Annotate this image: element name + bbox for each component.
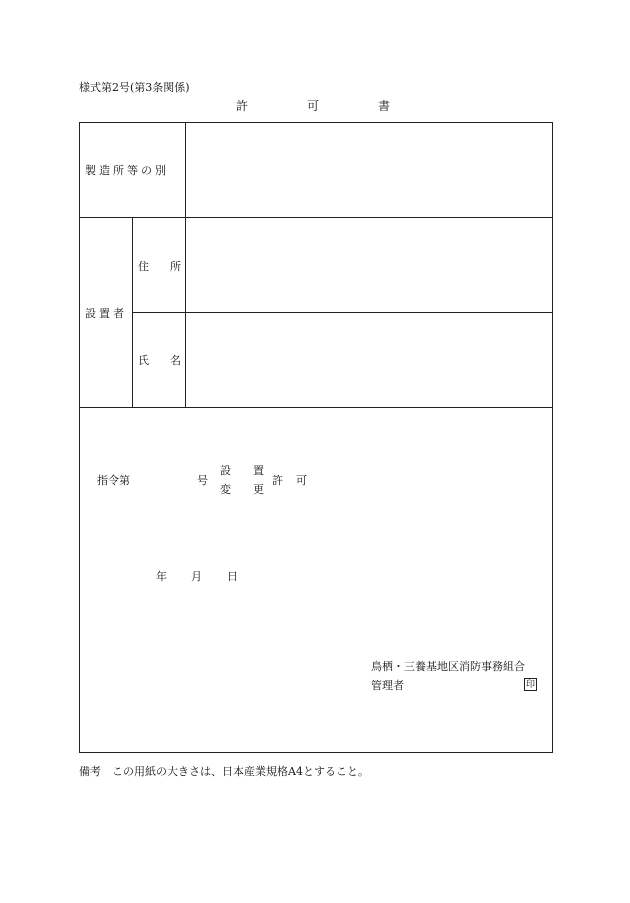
date-line <box>156 571 246 582</box>
title-char-1: 許 <box>236 99 249 113</box>
row-divider-3 <box>80 407 552 408</box>
document-title <box>0 100 630 114</box>
change-option: 変 更 <box>220 483 264 496</box>
issuer-role: 管理者 <box>371 679 404 692</box>
issuer-organization: 鳥栖・三養基地区消防事務組合 <box>371 660 525 673</box>
name-field[interactable] <box>188 316 548 404</box>
facility-type-field[interactable] <box>188 127 548 213</box>
form-number: 様式第2号(第3条関係) <box>79 81 190 94</box>
permit-word: 許 可 <box>272 474 307 487</box>
year-unit: 年 <box>156 570 167 583</box>
install-option: 設 置 <box>220 464 264 477</box>
directive-prefix: 指令第 <box>97 474 130 487</box>
address-label: 住 所 <box>138 260 181 273</box>
directive-number-field[interactable] <box>144 472 194 488</box>
title-char-2: 可 <box>307 99 320 113</box>
row-divider-1 <box>80 217 552 218</box>
facility-type-label: 製造所等の別 <box>85 164 169 177</box>
address-field[interactable] <box>188 221 548 309</box>
note-text: 備考 この用紙の大きさは、日本産業規格A4とすること。 <box>79 765 369 778</box>
installer-label: 設置者 <box>85 307 127 320</box>
column-divider-label <box>185 123 186 407</box>
name-label: 氏 名 <box>138 354 181 367</box>
seal-mark: 印 <box>525 680 535 690</box>
row-divider-2 <box>132 312 552 313</box>
number-suffix: 号 <box>197 474 208 487</box>
title-char-3: 書 <box>378 99 391 113</box>
day-unit: 日 <box>227 570 238 583</box>
month-unit: 月 <box>191 570 202 583</box>
column-divider-installer <box>132 217 133 407</box>
permit-form-table <box>79 122 553 753</box>
